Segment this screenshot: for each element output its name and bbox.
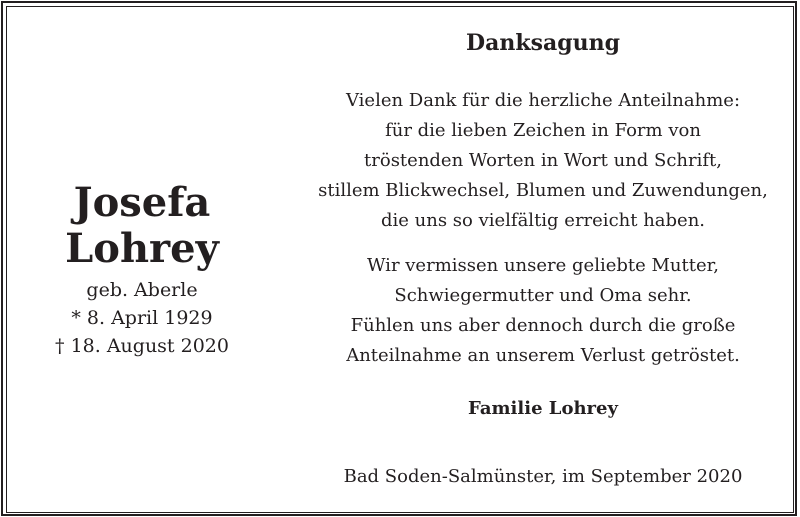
- signature: Familie Lohrey: [468, 398, 618, 419]
- text-line: stillem Blickwechsel, Blumen und Zuwendungen,: [318, 180, 768, 201]
- birth-date: * 8. April 1929: [71, 307, 213, 329]
- text-line: Wir vermissen unsere geliebte Mutter,: [367, 255, 719, 276]
- text-line: für die lieben Zeichen in Form von: [385, 120, 701, 141]
- last-name: Lohrey: [65, 225, 219, 272]
- paragraph-2: [290, 251, 796, 371]
- paragraph-1: [290, 116, 796, 236]
- intro-line: Vielen Dank für die herzliche Anteilnahme:: [345, 90, 741, 111]
- intro-text: [290, 86, 796, 116]
- text-line: tröstenden Worten in Wort und Schrift,: [364, 150, 722, 171]
- text-line: die uns so vielfältig erreicht haben.: [380, 210, 706, 231]
- text-line: Schwiegermutter und Oma sehr.: [394, 285, 692, 306]
- death-date: † 18. August 2020: [55, 335, 229, 357]
- text-line: Fühlen uns aber dennoch durch die große: [350, 315, 736, 336]
- notice-title: Danksagung: [466, 30, 620, 56]
- birth-name: geb. Aberle: [86, 279, 198, 301]
- place-date: Bad Soden-Salmünster, im September 2020: [343, 466, 743, 487]
- text-line: Anteilnahme an unserem Verlust getröstet.: [346, 345, 740, 366]
- first-name: Josefa: [73, 179, 211, 226]
- deceased-block: [20, 180, 264, 360]
